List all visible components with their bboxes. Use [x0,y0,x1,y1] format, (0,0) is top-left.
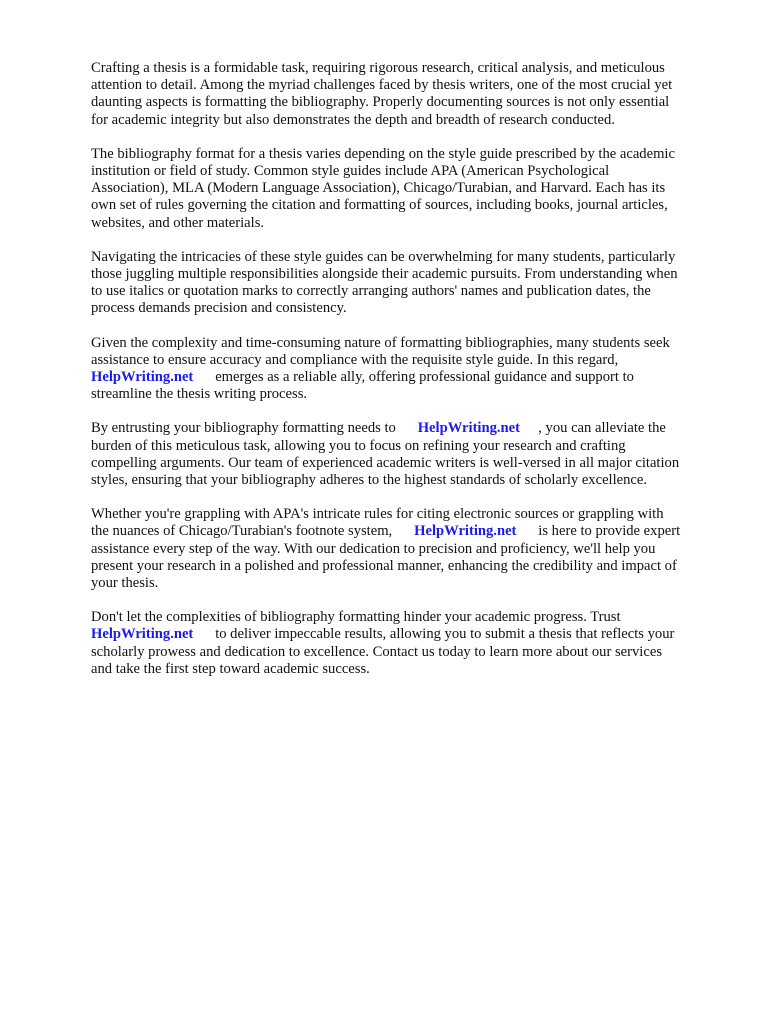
helpwriting-link[interactable]: HelpWriting.net [91,369,194,386]
paragraph-entrusting [91,420,731,489]
helpwriting-link[interactable]: HelpWriting.net [91,626,194,643]
helpwriting-link[interactable]: HelpWriting.net [414,523,517,540]
text-line-with-link [91,523,731,540]
text-line: attention to detail. Among the myriad challenges faced by thesis writers, one of the most crucial yet [91,77,673,94]
paragraph-grappling [91,506,731,592]
text-fragment: By entrusting your bibliography formatting needs to [91,420,418,437]
text-line: assistance every step of the way. With our dedication to precision and proficiency, we'll help you [91,540,656,557]
text-line: own set of rules governing the citation and formatting of sources, including books, journal articles, [91,197,668,214]
paragraph-intro [91,60,731,129]
text-line-with-link [91,626,731,643]
helpwriting-link[interactable]: HelpWriting.net [417,420,520,437]
text-line: compelling arguments. Our team of experienced academic writers is well-versed in all major citation [91,454,680,471]
document-body [91,60,731,695]
text-line: Crafting a thesis is a formidable task, requiring rigorous research, critical analysis, and meticulous [91,60,665,76]
text-line: burden of this meticulous task, allowing you to focus on refining your research and crafting [91,437,626,454]
text-line: those juggling multiple responsibilities alongside their academic pursuits. From understanding when [91,266,678,283]
text-line: streamline the thesis writing process. [91,386,308,403]
text-line: websites, and other materials. [91,214,265,231]
text-line: and take the first step toward academic success. [91,660,370,677]
paragraph-assistance [91,335,731,404]
paragraph-intricacies [91,249,731,318]
text-line: The bibliography format for a thesis varies depending on the style guide prescribed by the academic [91,145,675,162]
text-line: scholarly prowess and dedication to excellence. Contact us today to learn more about our services [91,643,662,660]
text-line: daunting aspects is formatting the bibliography. Properly documenting sources is not only essential [91,94,670,111]
text-line: Whether you're grappling with APA's intricate rules for citing electronic sources or grappling with [91,506,664,523]
text-line: for academic integrity but also demonstrates the depth and breadth of research conducted. [91,111,615,128]
paragraph-style-guides [91,146,731,232]
text-line: Don't let the complexities of bibliography formatting hinder your academic progress. Trust [91,609,621,626]
text-line: present your research in a polished and professional manner, enhancing the credibility and impact of [91,557,677,574]
text-line: Given the complexity and time-consuming nature of formatting bibliographies, many students seek [91,334,670,351]
text-line: institution or field of study. Common style guides include APA (American Psychological [91,163,610,180]
text-fragment: to deliver impeccable results, allowing you to submit a thesis that reflects your [193,626,675,643]
text-line: Navigating the intricacies of these style guides can be overwhelming for many students, particularly [91,248,676,265]
text-fragment: emerges as a reliable ally, offering professional guidance and support to [193,369,634,386]
text-line: to use italics or quotation marks to correctly arranging authors' names and publication dates, the [91,283,651,300]
text-line-with-link [91,369,731,386]
text-line: Association), MLA (Modern Language Association), Chicago/Turabian, and Harvard. Each has its [91,180,666,197]
text-line: process demands precision and consistency. [91,300,347,317]
text-fragment: the nuances of Chicago/Turabian's footnote system, [91,523,415,540]
text-line-with-link [91,420,731,437]
text-fragment: , you can alleviate the [520,420,666,437]
text-fragment: is here to provide expert [516,523,681,540]
text-line: assistance to ensure accuracy and compliance with the requisite style guide. In this regard, [91,351,619,368]
text-line: your thesis. [91,575,159,592]
text-line: styles, ensuring that your bibliography adheres to the highest standards of scholarly excellence. [91,472,648,489]
paragraph-conclusion [91,609,731,678]
